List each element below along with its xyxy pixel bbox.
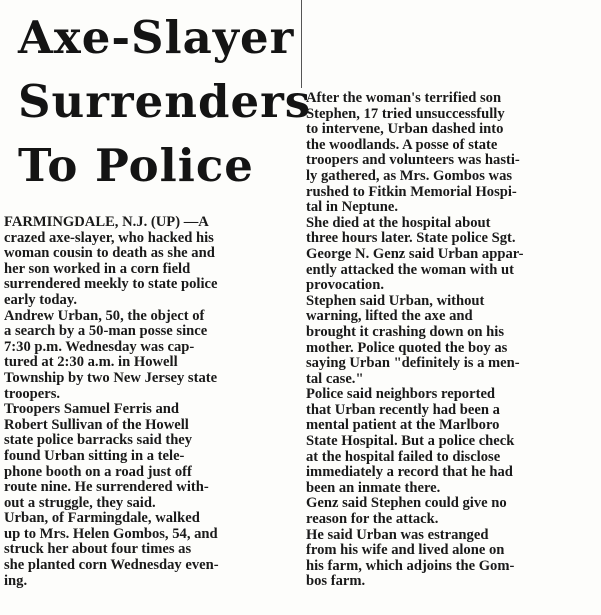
text-line: she planted corn Wednesday even- <box>4 558 219 574</box>
text-line: She died at the hospital about <box>306 215 491 231</box>
text-line: tal case." <box>306 371 364 387</box>
text-line: his farm, which adjoins the Gom- <box>306 558 515 574</box>
text-line: He said Urban was estranged <box>306 527 489 543</box>
text-line: the woodlands. A posse of state <box>306 137 498 153</box>
text-line: tal in Neptune. <box>306 200 399 216</box>
right-column-body <box>306 91 597 590</box>
text-line: woman cousin to death as she and <box>4 246 215 262</box>
right-column-paragraph <box>306 496 597 527</box>
headline <box>18 6 312 198</box>
text-line: After the woman's terrified son <box>306 91 502 106</box>
left-column-paragraph <box>4 402 300 511</box>
right-column-paragraph <box>306 91 597 216</box>
text-line: a search by a 50-man posse since <box>4 324 208 340</box>
text-line: ing. <box>4 573 28 589</box>
right-column-paragraph <box>306 294 597 388</box>
text-line: state police barracks said they <box>4 433 193 449</box>
headline-line-3: To Police <box>18 139 254 192</box>
left-column-paragraph <box>4 215 300 309</box>
left-column-body <box>4 215 300 589</box>
text-line: ly gathered, as Mrs. Gombos was <box>306 168 513 184</box>
text-line: State Hospital. But a police check <box>306 434 515 450</box>
text-line: FARMINGDALE, N.J. (UP) —A <box>4 215 209 230</box>
text-line: struck her about four times as <box>4 542 192 558</box>
text-line: Police said neighbors reported <box>306 387 496 403</box>
text-line: immediately a record that he had <box>306 465 513 481</box>
right-column <box>306 0 597 615</box>
text-line: mother. Police quoted the boy as <box>306 340 508 356</box>
left-column-paragraph <box>4 309 300 403</box>
text-line: George N. Genz said Urban appar- <box>306 246 524 262</box>
text-line: Stephen said Urban, without <box>306 293 485 309</box>
right-column-paragraph <box>306 528 597 590</box>
text-line: Township by two New Jersey state <box>4 370 218 386</box>
text-line: been an inmate there. <box>306 480 441 496</box>
text-line: bos farm. <box>306 574 366 590</box>
text-line: Urban, of Farmingdale, walked <box>4 511 200 527</box>
text-line: that Urban recently had been a <box>306 402 500 418</box>
text-line: Robert Sullivan of the Howell <box>4 417 189 433</box>
text-line: route nine. He surrendered with- <box>4 480 209 496</box>
text-line: three hours later. State police Sgt. <box>306 231 516 247</box>
headline-line-2: Surrenders <box>18 75 312 128</box>
text-line: her son worked in a corn field <box>4 261 191 277</box>
text-line: up to Mrs. Helen Gombos, 54, and <box>4 526 218 542</box>
text-line: to intervene, Urban dashed into <box>306 122 504 138</box>
left-column-paragraph <box>4 511 300 589</box>
text-line: tured at 2:30 a.m. in Howell <box>4 355 178 371</box>
text-line: provocation. <box>306 278 384 294</box>
text-line: rushed to Fitkin Memorial Hospi- <box>306 184 517 200</box>
text-line: mental patient at the Marlboro <box>306 418 500 434</box>
right-column-paragraph <box>306 216 597 294</box>
text-line: surrendered meekly to state police <box>4 277 218 293</box>
text-line: troopers. <box>4 386 61 402</box>
text-line: troopers and volunteers was hasti- <box>306 153 520 169</box>
text-line: saying Urban "definitely is a men- <box>306 356 520 372</box>
text-line: Troopers Samuel Ferris and <box>4 402 179 418</box>
text-line: Stephen, 17 tried unsuccessfully <box>306 106 505 122</box>
text-line: Genz said Stephen could give no <box>306 496 507 512</box>
text-line: reason for the attack. <box>306 512 439 528</box>
text-line: from his wife and lived alone on <box>306 543 505 559</box>
text-line: phone booth on a road just off <box>4 464 192 480</box>
text-line: brought it crashing down on his <box>306 324 505 340</box>
text-line: at the hospital failed to disclose <box>306 449 501 465</box>
text-line: warning, lifted the axe and <box>306 309 473 325</box>
text-line: 7:30 p.m. Wednesday was cap- <box>4 339 195 355</box>
text-line: crazed axe-slayer, who hacked his <box>4 230 214 246</box>
text-line: ently attacked the woman with ut <box>306 262 514 278</box>
text-line: out a struggle, they said. <box>4 495 156 511</box>
text-line: early today. <box>4 292 77 308</box>
headline-line-1: Axe-Slayer <box>18 11 295 64</box>
right-column-paragraph <box>306 387 597 496</box>
left-column <box>4 0 312 615</box>
text-line: found Urban sitting in a tele- <box>4 448 185 464</box>
text-line: Andrew Urban, 50, the object of <box>4 308 205 324</box>
